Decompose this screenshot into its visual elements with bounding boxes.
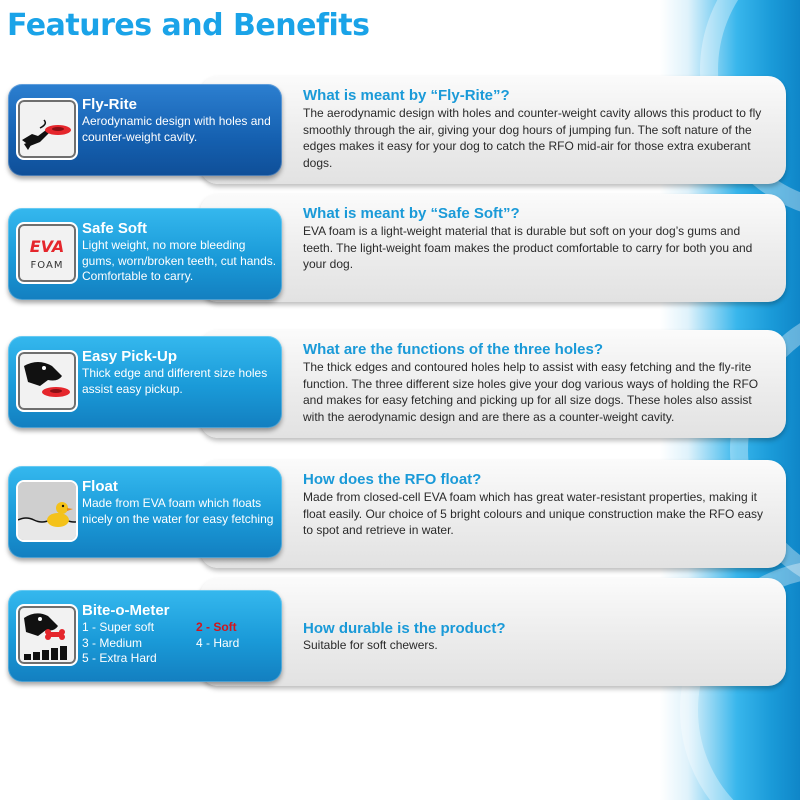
detail-answer: The aerodynamic design with holes and counter-weight cavity allows this product to fly smoothly through the air, giving your dog hours of jumping fun. The soft nature of the edges makes it easy for your dog to catch the RFO mid-air for those extra exuberant dogs. (303, 106, 762, 170)
feature-card (8, 336, 282, 428)
rubber-duck-icon (16, 480, 78, 542)
detail-question: What is meant by “Fly-Rite”? (303, 87, 510, 104)
detail-answer: EVA foam is a light-weight material that is durable but soft on your dog’s gums and teeth. The light-weight foam makes the product comfortable to carry for both you and your dog. (303, 224, 753, 271)
card-title: Fly-Rite (82, 96, 138, 113)
eva-logo-text: EVA (29, 237, 65, 256)
feature-row-float (0, 460, 800, 570)
bite-level-4: 4 - Hard (196, 635, 240, 650)
detail-answer: Suitable for soft chewers. (303, 638, 438, 652)
feature-row-safe-soft (0, 194, 800, 304)
feature-card (8, 466, 282, 558)
card-title: Easy Pick-Up (82, 348, 178, 365)
bite-level-3: 3 - Medium (82, 635, 143, 650)
foam-label: FOAM (30, 260, 64, 271)
card-description: Light weight, no more bleeding gums, worn/broken teeth, cut hands. Comfortable to carry. (82, 238, 277, 283)
detail-question: What is meant by “Safe Soft”? (303, 205, 520, 222)
detail-answer: Made from closed-cell EVA foam which has great water-resistant properties, making it float easily. Our choice of 5 bright colours and unique construction make the RFO easy to spot and retrieve in water. (303, 490, 764, 537)
card-title: Float (82, 478, 118, 495)
eva-foam-icon (16, 222, 78, 284)
feature-row-easy-pick-up (0, 330, 800, 440)
detail-question: What are the functions of the three holes? (303, 341, 604, 358)
card-title: Bite-o-Meter (82, 602, 170, 619)
dog-pickup-icon (16, 350, 78, 412)
bite-level-2-selected: 2 - Soft (196, 620, 237, 634)
card-description: Made from EVA foam which floats nicely on the water for easy fetching (82, 496, 274, 526)
card-description: Aerodynamic design with holes and counter-weight cavity. (82, 114, 271, 144)
page-title: Features and Benefits (7, 8, 370, 43)
detail-answer: The thick edges and contoured holes help to assist with easy fetching and the fly-rite function. The three different size holes give your dog various ways of holding the RFO and makes for easy fetching and picking up for all size dogs. These holes also assist with the aerodynamic design and are there as a counter-weight cavity. (303, 360, 759, 424)
feature-row-fly-rite (0, 76, 800, 186)
detail-question: How does the RFO float? (303, 471, 482, 488)
feature-card (8, 208, 282, 300)
card-description: Thick edge and different size holes assist easy pickup. (82, 366, 268, 396)
feature-row-bite-o-meter (0, 578, 800, 688)
feature-card (8, 590, 282, 682)
dog-bone-meter-icon (16, 604, 78, 666)
detail-question: How durable is the product? (303, 620, 506, 637)
bite-level-1: 1 - Super soft (82, 620, 155, 634)
bite-level-5: 5 - Extra Hard (82, 651, 157, 665)
feature-card (8, 84, 282, 176)
frisbee-throw-icon (16, 98, 78, 160)
card-title: Safe Soft (82, 220, 148, 237)
